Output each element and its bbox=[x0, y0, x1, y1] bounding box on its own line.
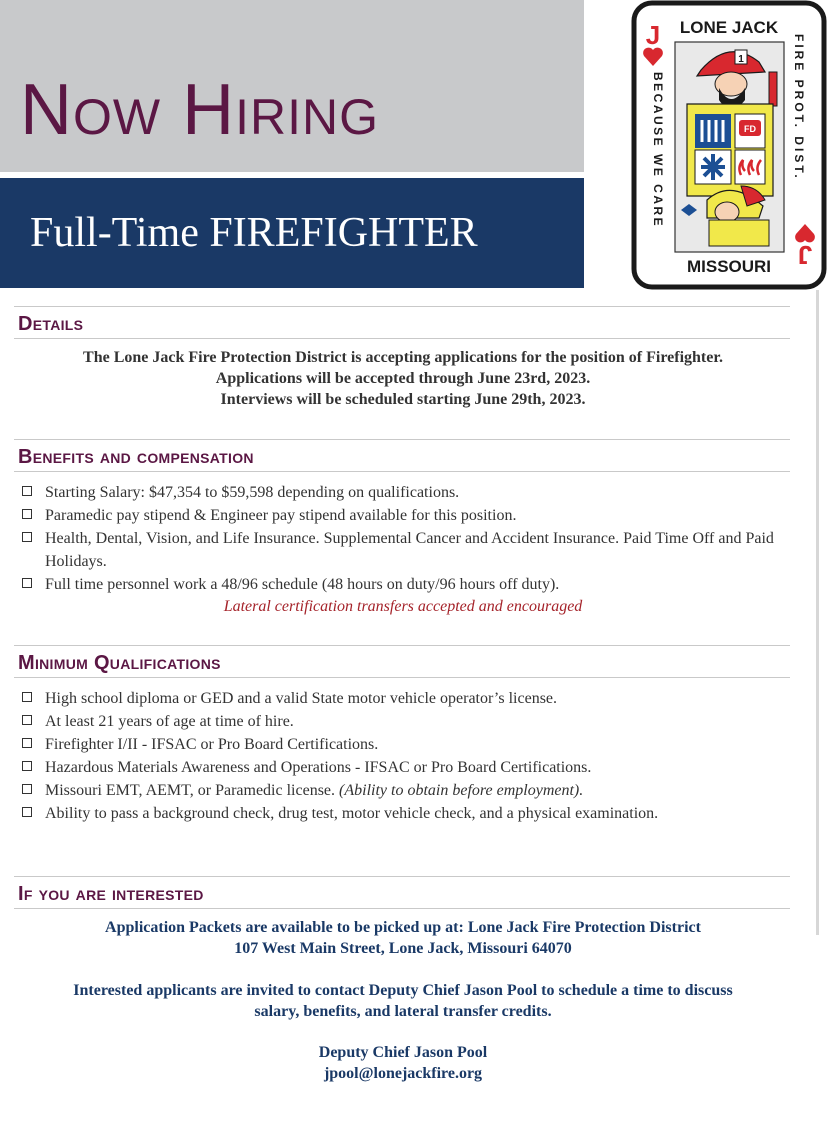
logo-right-text: FIRE PROT. DIST. bbox=[792, 34, 806, 181]
checkbox-icon bbox=[22, 578, 32, 588]
divider bbox=[14, 677, 790, 678]
qualification-text: Firefighter I/II - IFSAC or Pro Board Certifications. bbox=[45, 736, 379, 753]
card-letter-bottom: J bbox=[797, 240, 813, 270]
fire-district-logo bbox=[631, 0, 827, 290]
list-item bbox=[20, 481, 795, 504]
job-title: Full-Time FIREFIGHTER bbox=[30, 210, 478, 256]
contact-line: Interested applicants are invited to contact Deputy Chief Jason Pool to schedule a time to discuss bbox=[73, 982, 733, 999]
benefit-text: Paramedic pay stipend & Engineer pay stipend available for this position. bbox=[45, 507, 517, 524]
divider bbox=[14, 439, 790, 440]
details-line: Applications will be accepted through June 23rd, 2023. bbox=[215, 370, 591, 387]
details-heading: Details bbox=[18, 313, 84, 335]
list-item bbox=[20, 802, 795, 825]
qualification-text: Ability to pass a background check, drug test, motor vehicle check, and a physical examination. bbox=[45, 805, 659, 822]
helmet-number: 1 bbox=[738, 54, 744, 65]
pickup-line: Application Packets are available to be picked up at: Lone Jack Fire Protection District bbox=[105, 919, 701, 936]
list-item bbox=[20, 687, 795, 710]
pickup-address: 107 West Main Street, Lone Jack, Missouri 64070 bbox=[234, 940, 572, 957]
qualification-text: At least 21 years of age at time of hire. bbox=[45, 713, 294, 730]
logo-left-text: BECAUSE WE CARE bbox=[651, 72, 665, 229]
divider bbox=[14, 876, 790, 877]
logo-top-text: LONE JACK bbox=[679, 18, 779, 37]
lateral-transfer-note: Lateral certification transfers accepted and encouraged bbox=[223, 598, 583, 615]
divider bbox=[14, 306, 790, 307]
details-line: The Lone Jack Fire Protection District is accepting applications for the position of Firefighter. bbox=[83, 349, 723, 366]
list-item bbox=[20, 710, 795, 733]
benefit-text: Full time personnel work a 48/96 schedule (48 hours on duty/96 hours off duty). bbox=[45, 576, 560, 593]
list-item bbox=[20, 527, 795, 573]
fd-badge-text: FD bbox=[744, 124, 756, 134]
contact-line: salary, benefits, and lateral transfer credits. bbox=[254, 1003, 552, 1020]
qualification-text: Hazardous Materials Awareness and Operations - IFSAC or Pro Board Certifications. bbox=[45, 759, 592, 776]
checkbox-icon bbox=[22, 509, 32, 519]
checkbox-icon bbox=[22, 807, 32, 817]
benefits-heading: Benefits and compensation bbox=[18, 446, 254, 468]
benefit-text: Health, Dental, Vision, and Life Insurance. Supplemental Cancer and Accident Insurance. Paid Time Off and Paid Holidays. bbox=[45, 530, 774, 570]
contact-name: Deputy Chief Jason Pool bbox=[318, 1044, 488, 1061]
qualifications-heading: Minimum Qualifications bbox=[18, 652, 221, 674]
benefit-text: Starting Salary: $47,354 to $59,598 depending on qualifications. bbox=[45, 484, 460, 501]
contact-info bbox=[0, 980, 806, 1022]
list-item bbox=[20, 733, 795, 756]
checkbox-icon bbox=[22, 784, 32, 794]
details-line: Interviews will be scheduled starting June 29th, 2023. bbox=[220, 391, 586, 408]
contact-card bbox=[0, 1042, 806, 1084]
qualification-text: Missouri EMT, AEMT, or Paramedic license. bbox=[45, 782, 340, 799]
logo-bottom-text: MISSOURI bbox=[686, 257, 772, 276]
page-title: Now Hiring bbox=[20, 70, 379, 150]
divider bbox=[14, 338, 790, 339]
checkbox-icon bbox=[22, 738, 32, 748]
list-item bbox=[20, 756, 795, 779]
checkbox-icon bbox=[22, 761, 32, 771]
interested-heading: If you are interested bbox=[18, 883, 204, 905]
details-text bbox=[0, 347, 806, 410]
list-item bbox=[20, 573, 795, 596]
qualification-note: (Ability to obtain before employment). bbox=[339, 782, 584, 799]
qualification-text: High school diploma or GED and a valid State motor vehicle operator’s license. bbox=[45, 690, 558, 707]
benefits-list bbox=[20, 481, 795, 596]
contact-email: jpool@lonejackfire.org bbox=[323, 1065, 483, 1082]
list-item bbox=[20, 504, 795, 527]
divider bbox=[14, 908, 790, 909]
checkbox-icon bbox=[22, 692, 32, 702]
divider bbox=[14, 645, 790, 646]
checkbox-icon bbox=[22, 715, 32, 725]
checkbox-icon bbox=[22, 486, 32, 496]
pickup-info bbox=[0, 917, 806, 959]
page-edge-line bbox=[816, 290, 819, 935]
card-letter-top: J bbox=[645, 20, 661, 50]
divider bbox=[14, 471, 790, 472]
checkbox-icon bbox=[22, 532, 32, 542]
qualifications-list bbox=[20, 687, 795, 825]
list-item bbox=[20, 779, 795, 802]
